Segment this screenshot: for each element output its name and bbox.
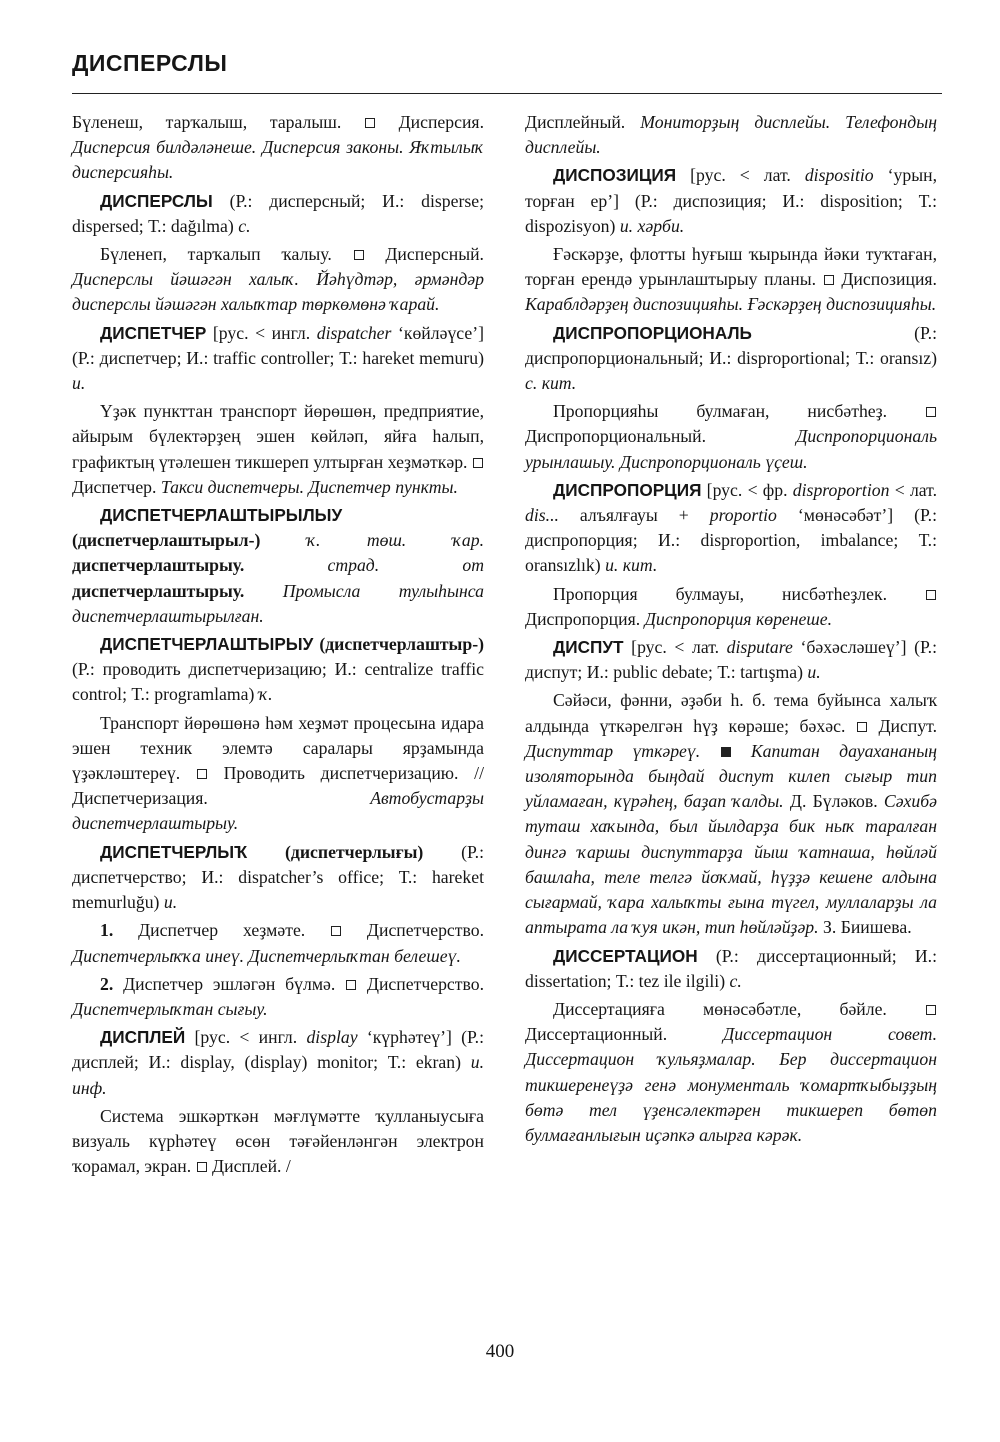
sense-2: 2. Диспетчер эшләгән бүлмә. Диспетчерство. Диспетчерлыҡтан сығыу. xyxy=(72,973,484,1019)
left-column xyxy=(72,110,484,1182)
russian-equivalent-marker-icon xyxy=(857,722,867,732)
definition: Система эшкәрткән мәғлүмәтте ҡулланыусыға визуаль күрһәтеү өсөн тәғәйенләнгән электрон ҡорамал, экран. Дисплей. / xyxy=(72,1105,484,1177)
entry-dispetcherlashtyrylyu: ДИСПЕТЧЕРЛАШТЫРЫЛЫУ (диспетчерлаштырыл-) ҡ. төш. ҡар. диспетчерлаштырыу. страд. от диспетчерлаштырыу. Промысла тулыһынса диспетчерлаштырылған. xyxy=(72,505,484,626)
definition: Үҙәк пункттан транспорт йөрөшөн, предприятие, айырым бүлектәрҙең эшен көйләп, яйға һалып, графиктың үтәлешен тикшереп ултырған хеҙмәткәр. Диспетчер. Такси диспетчеры. Диспетчер пункты. xyxy=(72,401,484,497)
quotation-marker-icon xyxy=(721,747,731,757)
entry-dispetcher: ДИСПЕТЧЕР [рус. < ингл. dispatcher ‘көйләүсе’] (Р.: диспетчер; И.: traffic controller; Т.: hareket memuru) и. xyxy=(72,322,484,394)
definition: Пропорция булмауы, нисбәтһеҙлек. Диспропорция. Диспропорция көренеше. xyxy=(525,582,937,632)
headword: ДИСПЕРСЛЫ xyxy=(100,190,213,211)
headword: ДИСПРОПОРЦИЯ xyxy=(553,479,702,500)
russian-equivalent-marker-icon xyxy=(365,118,375,128)
russian-equivalent-marker-icon xyxy=(926,590,936,600)
russian-equivalent-marker-icon xyxy=(926,407,936,417)
sense-1: 1. Диспетчер хеҙмәте. Диспетчерство. Диспетчерлыҡҡа инеү. Диспетчерлыҡтан белешеү. xyxy=(72,920,485,966)
header-rule xyxy=(72,93,942,94)
russian-equivalent-marker-icon xyxy=(197,1162,207,1172)
entry-disperslu: ДИСПЕРСЛЫ (Р.: дисперсный; И.: disperse; dispersed; Т.: dağılma) с. xyxy=(72,190,484,236)
entry-disput: ДИСПУТ [рус. < лат. disputare ‘бәхәсләшеү’] (Р.: диспут; И.: public debate; Т.: tartışma) и. xyxy=(525,637,937,683)
headword: ДИССЕРТАЦИОН xyxy=(553,945,698,966)
headword: ДИСПЛЕЙ xyxy=(100,1027,186,1048)
right-column xyxy=(525,110,937,1151)
russian-equivalent-marker-icon xyxy=(346,980,356,990)
entry-disproportsional: ДИСПРОПОРЦИОНАЛЬ (Р.: диспропорциональный; И.: disproportional; Т.: oransız) с. кит. xyxy=(525,322,937,394)
russian-equivalent-marker-icon xyxy=(473,458,483,468)
definition: Ғәскәрҙе, флотты һуғыш ҡырында йәки туҡтаған, торған ерендә урынлаштырыу планы. Диспозиция. Караблдәрҙең диспозицияһы. Ғәскәрҙең диспозицияһы. xyxy=(525,244,937,315)
headword: ДИСПЕТЧЕРЛЫҠ xyxy=(100,841,248,862)
entry-dispetcherlyk: ДИСПЕТЧЕРЛЫҠ (диспетчерлығы) (Р.: диспетчерство; И.: dispatcher’s office; Т.: hareket memurluğu) и. xyxy=(72,841,484,913)
entry-disproportsiya: ДИСПРОПОРЦИЯ [рус. < фр. disproportion < лат. dis... алъялғауы + proportio ‘мөнәсәбәт’] (Р.: диспропорция; И.: disproportion, imbalance; Т.: oransızlık) и. кит. xyxy=(525,479,938,576)
russian-equivalent-marker-icon xyxy=(197,769,207,779)
definition: Диссертацияға мөнәсәбәтле, бәйле. Диссертационный. Диссертацион совет. Диссертацион ҡульяҙмалар. Бер диссертацион тикшеренеүҙә генә монументаль ҡомартҡыбыҙҙың бөтә тел үҙенсәлектәрен тикшереп бөтөп булмағанлығын иҫәпкә алырға кәрәк. xyxy=(525,998,937,1145)
russian-equivalent-marker-icon xyxy=(354,250,364,260)
entry-dispetcherlashtyryu: ДИСПЕТЧЕРЛАШТЫРЫУ (диспетчерлаштыр-) (Р.: проводить диспетчеризацию; И.: centralize traffic control; Т.: programlama) ҡ. xyxy=(72,634,484,705)
entry-continuation: Бүленеш, тарҡалыш, таралыш. Дисперсия. Дисперсия билдәләнеше. Дисперсия законы. Яҡтылыҡ дисперсияһы. xyxy=(72,112,484,183)
headword: ДИСПЕТЧЕРЛАШТЫРЫУ xyxy=(100,634,314,655)
definition: Транспорт йөрөшөнә һәм хеҙмәт процесына идара эшен техник элемтә саралары ярҙамында үҙәкләштереү. Проводить диспетчеризацию. // Диспетчеризация. Автобустарҙы диспетчерлаштырыу. xyxy=(72,712,484,834)
headword: ДИСПУТ xyxy=(553,637,624,658)
running-head: ДИСПЕРСЛЫ xyxy=(72,50,228,76)
entry-dispozitsiya: ДИСПОЗИЦИЯ [рус. < лат. dispositio ‘урын, торған ер’] (Р.: диспозиция; И.: disposition; Т.: dispozisyon) и. хәрби. xyxy=(525,165,937,236)
definition: Сәйәси, фәнни, әҙәби һ. б. тема буйынса халыҡ алдында үткәрелгән һүҙ көрәше; бәхәс. Диспут. Диспуттар үткәреү. Капитан дауахананың изоляторында быңдай диспут килеп сығыр тип уйламаған, күрәһең, баҙап ҡалды. Д. Бүләков. Сәхибә туташ хаҡында, был йылдарҙа бик ныҡ таралған дингә ҡаршы диспуттарҙа йыш ҡатнаша, һөйләй башлаһа, теле телгә йоҡмай, һүҙҙә кешене алдына сығармай, ҡара халыҡты ғына түгел, муллаларҙы ла аптырата ла ҡуя икән, тип һөйләйҙәр. З. Биишева. xyxy=(525,690,938,938)
entry-dissertatsion: ДИССЕРТАЦИОН (Р.: диссертационный; И.: dissertation; Т.: tez ile ilgili) с. xyxy=(525,945,937,991)
russian-equivalent-marker-icon xyxy=(331,926,341,936)
headword: ДИСПРОПОРЦИОНАЛЬ xyxy=(553,322,752,343)
definition: Пропорцияһы булмаған, нисбәтһеҙ. Диспропорциональный. Диспропорциональ урынлашыу. Диспропорциональ үҫеш. xyxy=(525,401,937,472)
headword: ДИСПОЗИЦИЯ xyxy=(553,165,677,186)
entry-continuation: Дисплейный. Мониторҙың дисплейы. Телефондың дисплейы. xyxy=(525,112,937,158)
definition: Бүленеп, тарҡалып ҡалыу. Дисперсный. Дисперслы йәшәгән халыҡ. Йәһүдтәр, әрмәндәр дисперслы йәшәгән халыҡтар төркөмөнә ҡарай. xyxy=(72,244,484,315)
headword: ДИСПЕТЧЕР xyxy=(100,322,207,343)
headword: ДИСПЕТЧЕРЛАШТЫРЫЛЫУ xyxy=(100,505,343,526)
page-number: 400 xyxy=(485,1341,515,1362)
entry-displey: ДИСПЛЕЙ [рус. < ингл. display ‘күрһәтеү’] (Р.: дисплей; И.: display, (display) monitor; Т.: ekran) и. инф. xyxy=(72,1027,484,1098)
russian-equivalent-marker-icon xyxy=(824,275,834,285)
russian-equivalent-marker-icon xyxy=(926,1005,936,1015)
